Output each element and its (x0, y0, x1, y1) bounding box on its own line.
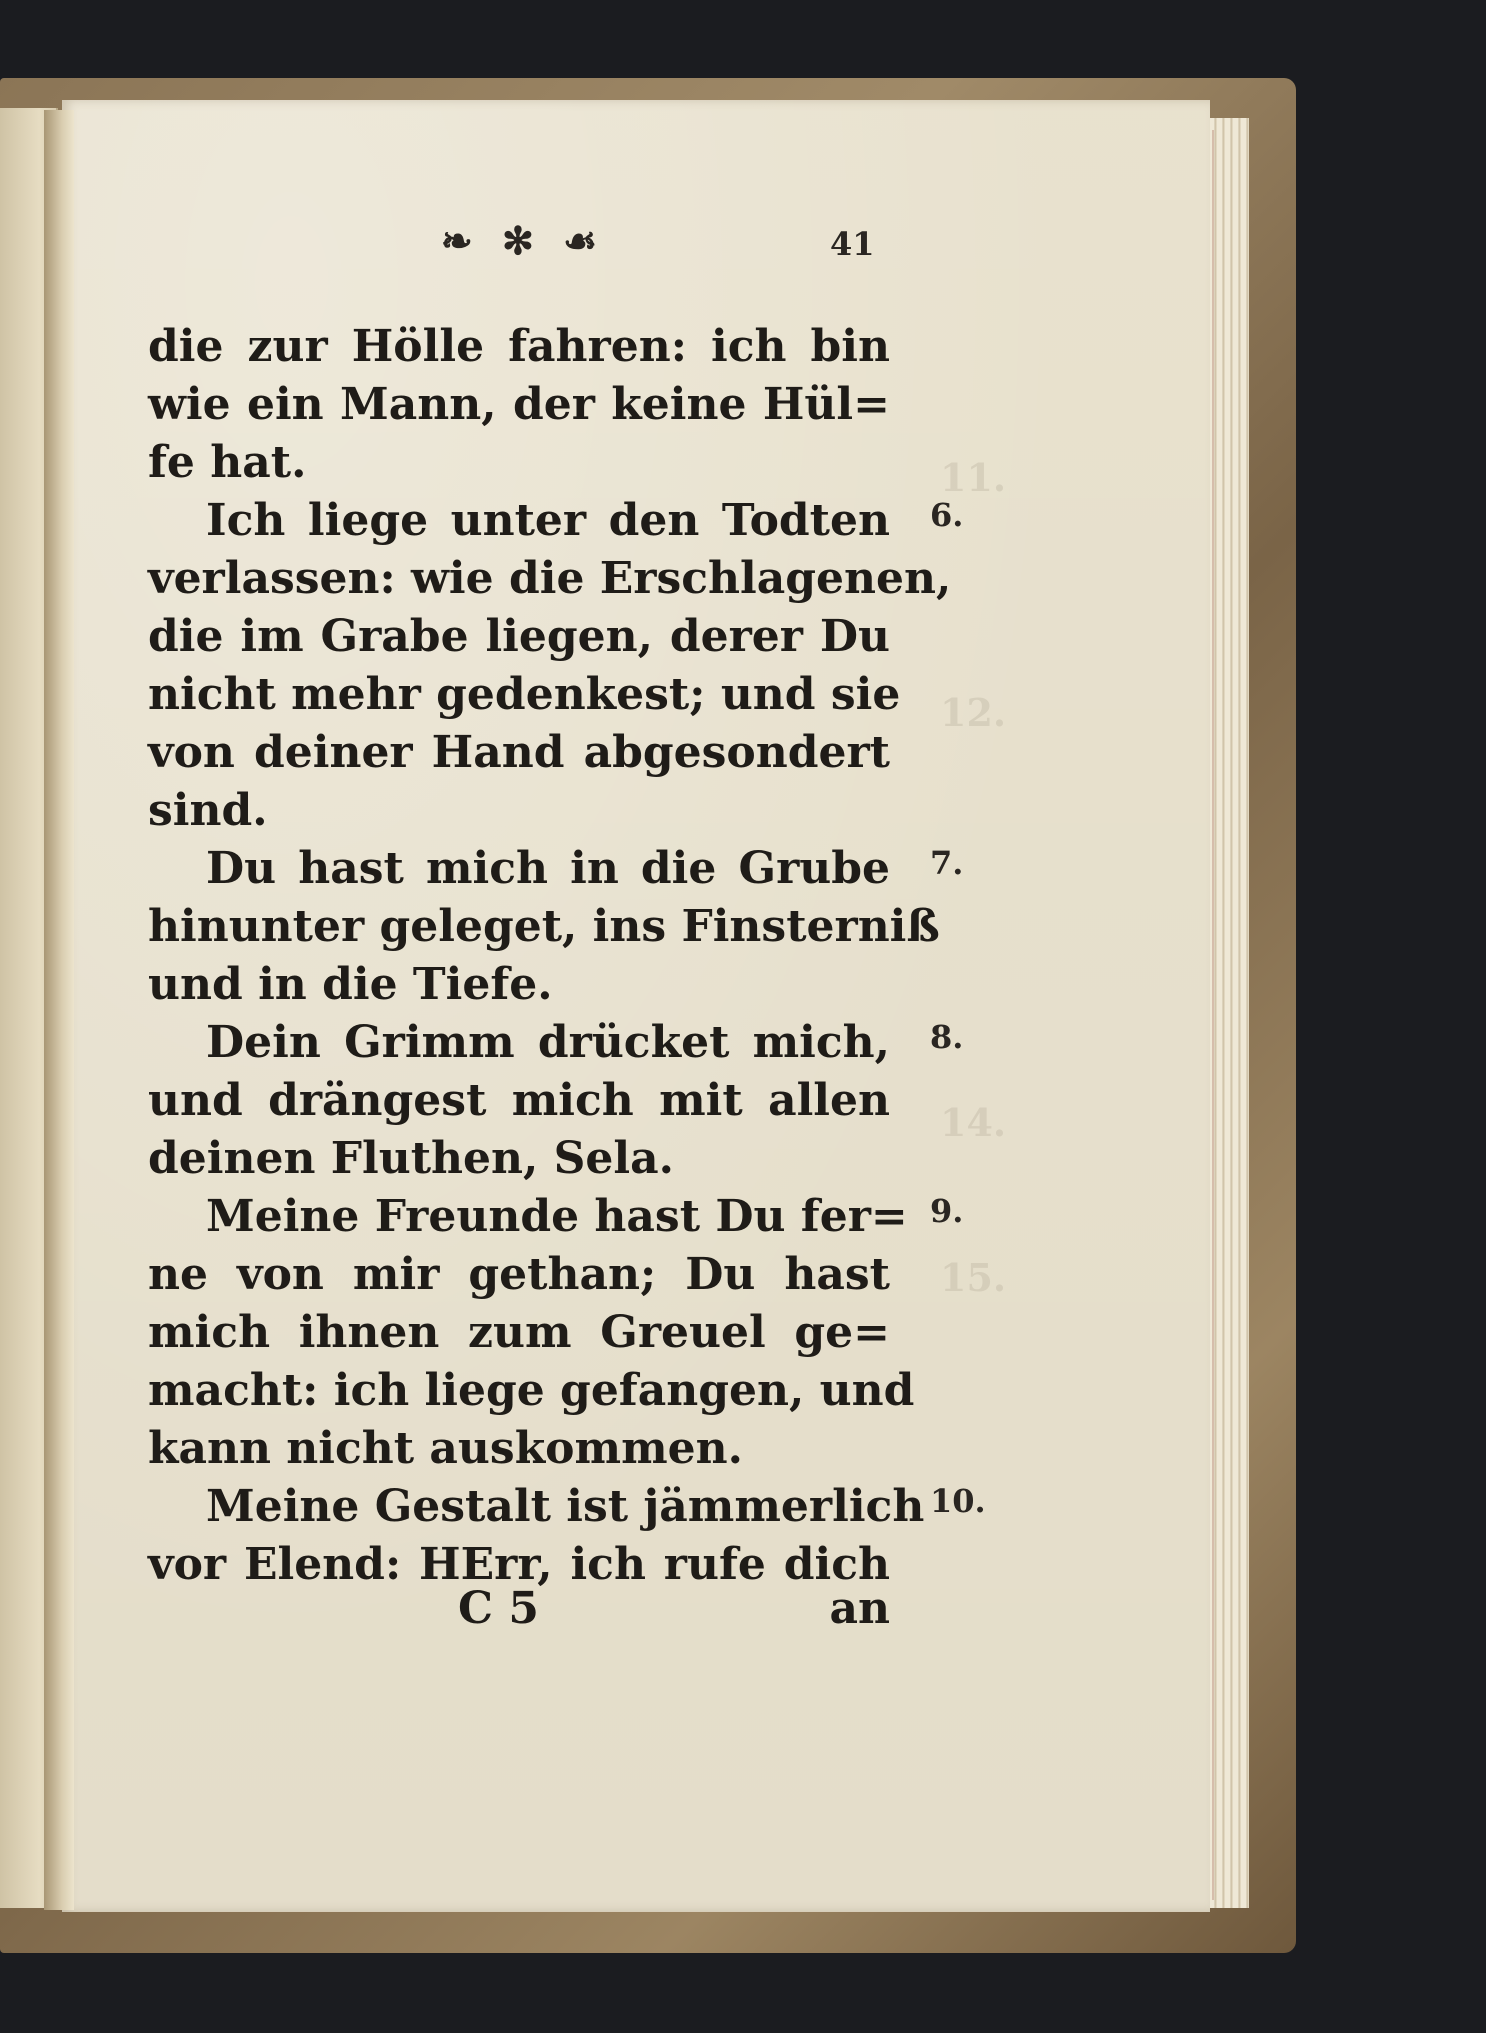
text-line: mich ihnen zum Greuel ge= (148, 1307, 890, 1358)
text-line: die zur Hölle fahren: ich bin (148, 321, 890, 372)
verse-number: 8. (930, 1018, 964, 1056)
bleed-through-mark: 12. (940, 690, 1007, 735)
text-line: Meine Gestalt ist jämmerlich (206, 1481, 925, 1532)
header-ornament: ❧ ✻ ☙ (440, 218, 606, 263)
bleed-through-mark: 14. (940, 1100, 1007, 1145)
text-line: vor Elend: HErr, ich rufe dich (148, 1539, 890, 1590)
text-line: verlassen: wie die Erschlagenen, (148, 553, 952, 604)
footer-line (148, 1580, 890, 1638)
page-edge-line (1212, 130, 1214, 1900)
text-line: fe hat. (148, 437, 307, 488)
verse-number: 7. (930, 844, 964, 882)
text-line: kann nicht auskommen. (148, 1423, 743, 1474)
text-line: und drängest mich mit allen (148, 1075, 890, 1126)
catchword: an (829, 1583, 890, 1634)
text-line: wie ein Mann, der keine Hül= (148, 379, 890, 430)
text-line: Du hast mich in die Grube (206, 843, 890, 894)
page-number: 41 (830, 225, 875, 263)
text-line: Meine Freunde hast Du fer= (206, 1191, 908, 1242)
signature-mark: C 5 (458, 1583, 539, 1634)
verse-number: 9. (930, 1192, 964, 1230)
page-stack-edge (1208, 118, 1249, 1908)
text-line: sind. (148, 785, 268, 836)
text-line: Ich liege unter den Todten (206, 495, 890, 546)
text-line: macht: ich liege gefangen, und (148, 1365, 915, 1416)
verse-number: 6. (930, 496, 964, 534)
text-line: Dein Grimm drücket mich, (206, 1017, 890, 1068)
text-line: ne von mir gethan; Du hast (148, 1249, 890, 1300)
page-gutter (44, 110, 74, 1910)
bleed-through-mark: 15. (940, 1255, 1007, 1300)
text-line: hinunter geleget, ins Finsterniß (148, 901, 940, 952)
body-text (148, 318, 952, 1594)
text-line: die im Grabe liegen, derer Du (148, 611, 890, 662)
bleed-through-mark: 11. (940, 455, 1007, 500)
verse-number: 10. (930, 1482, 986, 1520)
text-line: deinen Fluthen, Sela. (148, 1133, 674, 1184)
text-line: nicht mehr gedenkest; und sie (148, 669, 901, 720)
text-line: und in die Tiefe. (148, 959, 553, 1010)
text-line: von deiner Hand abgesondert (148, 727, 890, 778)
